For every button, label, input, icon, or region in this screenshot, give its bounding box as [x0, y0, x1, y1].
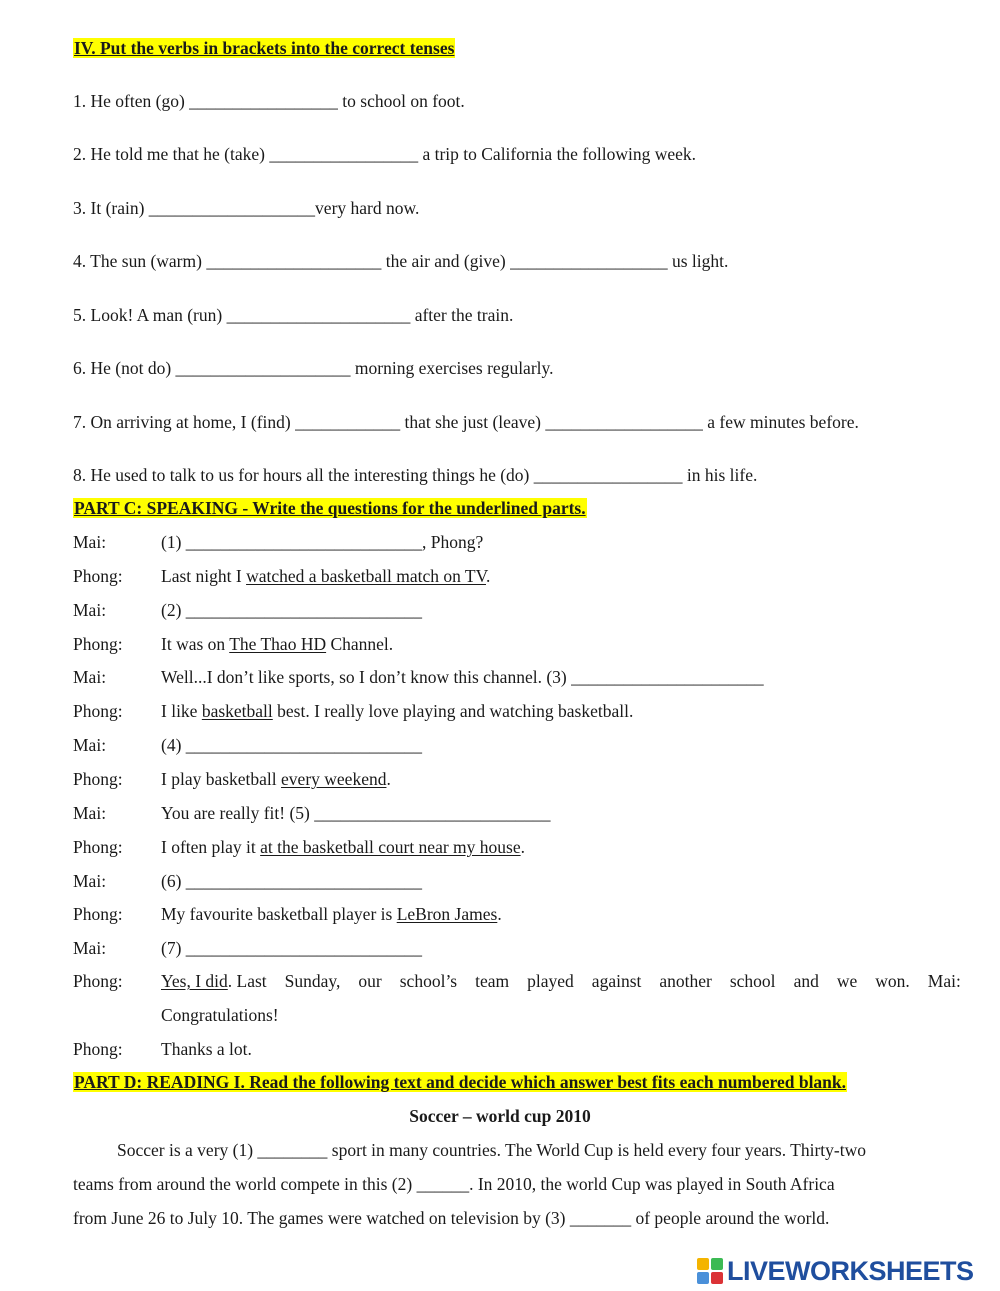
- section-iv-heading: IV. Put the verbs in brackets into the correct tenses: [74, 38, 455, 58]
- dialogue-line-phong-long: [73, 970, 961, 992]
- dialogue-text: Last night I: [161, 566, 247, 586]
- dialogue-speaker: Phong:: [73, 971, 123, 991]
- dialogue-word: school’s: [399, 971, 458, 991]
- dialogue-speaker: Phong:: [73, 1039, 123, 1059]
- exercise-item-3: 3. It (rain) ___________________very hard now.: [73, 198, 420, 218]
- dialogue-line: [73, 531, 483, 553]
- reading-title: Soccer – world cup 2010: [409, 1106, 591, 1126]
- exercise-item-4: 4. The sun (warm) ____________________ the air and (give) __________________ us light.: [73, 251, 729, 271]
- dialogue-underlined: Yes, I did: [161, 971, 228, 991]
- liveworksheets-logo[interactable]: [697, 1255, 974, 1287]
- dialogue-continuation: Congratulations!: [161, 1005, 279, 1025]
- dialogue-text: I play basketball: [161, 769, 282, 789]
- dialogue-text: (2) ___________________________: [161, 600, 423, 620]
- dialogue-word: won.: [875, 971, 910, 991]
- dialogue-text-end: .: [497, 904, 502, 924]
- dialogue-word: . Last: [227, 971, 267, 991]
- dialogue-word: against: [591, 971, 642, 991]
- dialogue-underlined: watched a basketball match on TV: [246, 566, 486, 586]
- dialogue-line: [73, 802, 551, 824]
- dialogue-speaker: Mai:: [73, 871, 107, 891]
- dialogue-word: Sunday,: [284, 971, 341, 991]
- dialogue-word: school: [729, 971, 776, 991]
- dialogue-text: You are really fit! (5) ___________________________: [161, 803, 551, 823]
- exercise-item-7: 7. On arriving at home, I (find) ____________ that she just (leave) __________________ a few minutes before.: [73, 412, 859, 432]
- dialogue-text: I like: [161, 701, 202, 721]
- dialogue-line: [73, 768, 391, 790]
- dialogue-text: It was on: [161, 634, 230, 654]
- dialogue-word: another: [659, 971, 712, 991]
- dialogue-text-end: .: [485, 566, 491, 586]
- dialogue-speaker: Mai:: [73, 600, 107, 620]
- dialogue-underlined: LeBron James: [396, 904, 498, 924]
- dialogue-text: (1) ___________________________, Phong?: [161, 532, 484, 552]
- exercise-item-6: 6. He (not do) ____________________ morning exercises regularly.: [73, 358, 554, 378]
- part-c-heading: PART C: SPEAKING - Write the questions for the underlined parts.: [74, 498, 586, 518]
- dialogue-underlined: The Thao HD: [229, 634, 327, 654]
- dialogue-speaker: Phong:: [73, 634, 123, 654]
- dialogue-word: played: [527, 971, 574, 991]
- reading-line-2: teams from around the world compete in this (2) ______. In 2010, the world Cup was played in South Africa: [73, 1174, 835, 1194]
- dialogue-text-end: .: [520, 837, 525, 857]
- logo-blocks-icon: [697, 1258, 723, 1284]
- dialogue-first-segment: [73, 970, 267, 992]
- dialogue-speaker: Phong:: [73, 701, 123, 721]
- dialogue-line: [73, 734, 422, 756]
- dialogue-text: Thanks a lot.: [161, 1039, 252, 1059]
- dialogue-underlined: basketball: [201, 701, 273, 721]
- dialogue-line: [73, 700, 633, 722]
- dialogue-text: Well...I don’t like sports, so I don’t know this channel. (3) ______________________: [161, 667, 764, 687]
- dialogue-text: I often play it: [161, 837, 261, 857]
- dialogue-text: (7) ___________________________: [161, 938, 423, 958]
- exercise-item-2: 2. He told me that he (take) _________________ a trip to California the following week.: [73, 144, 697, 164]
- logo-text: LIVEWORKSHEETS: [727, 1255, 974, 1286]
- dialogue-speaker: Phong:: [73, 904, 123, 924]
- dialogue-speaker: Phong:: [73, 837, 123, 857]
- dialogue-word: Mai:: [927, 971, 961, 991]
- dialogue-line: [73, 870, 422, 892]
- exercise-item-8: 8. He used to talk to us for hours all the interesting things he (do) _________________ in his life.: [73, 465, 758, 485]
- dialogue-speaker: Mai:: [73, 803, 107, 823]
- dialogue-word: we: [836, 971, 858, 991]
- reading-line-3: from June 26 to July 10. The games were watched on television by (3) _______ of people around the world.: [73, 1208, 830, 1228]
- dialogue-line: [73, 836, 525, 858]
- dialogue-word: and: [793, 971, 819, 991]
- dialogue-line: [73, 666, 764, 688]
- dialogue-speaker: Mai:: [73, 667, 107, 687]
- dialogue-text-end: .: [386, 769, 391, 789]
- dialogue-speaker: Phong:: [73, 566, 123, 586]
- dialogue-word: our: [358, 971, 382, 991]
- dialogue-underlined: every weekend: [281, 769, 387, 789]
- dialogue-text-end: best. I really love playing and watching basketball.: [272, 701, 634, 721]
- exercise-item-5: 5. Look! A man (run) _____________________ after the train.: [73, 305, 514, 325]
- dialogue-word: team: [475, 971, 510, 991]
- dialogue-line-final: [73, 1038, 252, 1060]
- dialogue-underlined: at the basketball court near my house: [260, 837, 521, 857]
- dialogue-line: [73, 599, 422, 621]
- dialogue-text: My favourite basketball player is: [161, 904, 397, 924]
- dialogue-speaker: Mai:: [73, 532, 107, 552]
- dialogue-text-end: Channel.: [326, 634, 394, 654]
- dialogue-text: (6) ___________________________: [161, 871, 423, 891]
- exercise-item-1: 1. He often (go) _________________ to school on foot.: [73, 91, 465, 111]
- dialogue-speaker: Mai:: [73, 938, 107, 958]
- dialogue-speaker: Phong:: [73, 769, 123, 789]
- dialogue-line: [73, 565, 490, 587]
- reading-line-1: Soccer is a very (1) ________ sport in many countries. The World Cup is held every four years. Thirty-two: [117, 1140, 866, 1160]
- dialogue-line: [73, 937, 422, 959]
- dialogue-line: [73, 903, 502, 925]
- dialogue-speaker: Mai:: [73, 735, 107, 755]
- dialogue-line: [73, 633, 393, 655]
- dialogue-text: (4) ___________________________: [161, 735, 423, 755]
- part-d-heading: PART D: READING I. Read the following text and decide which answer best fits each numbered blank.: [74, 1072, 847, 1092]
